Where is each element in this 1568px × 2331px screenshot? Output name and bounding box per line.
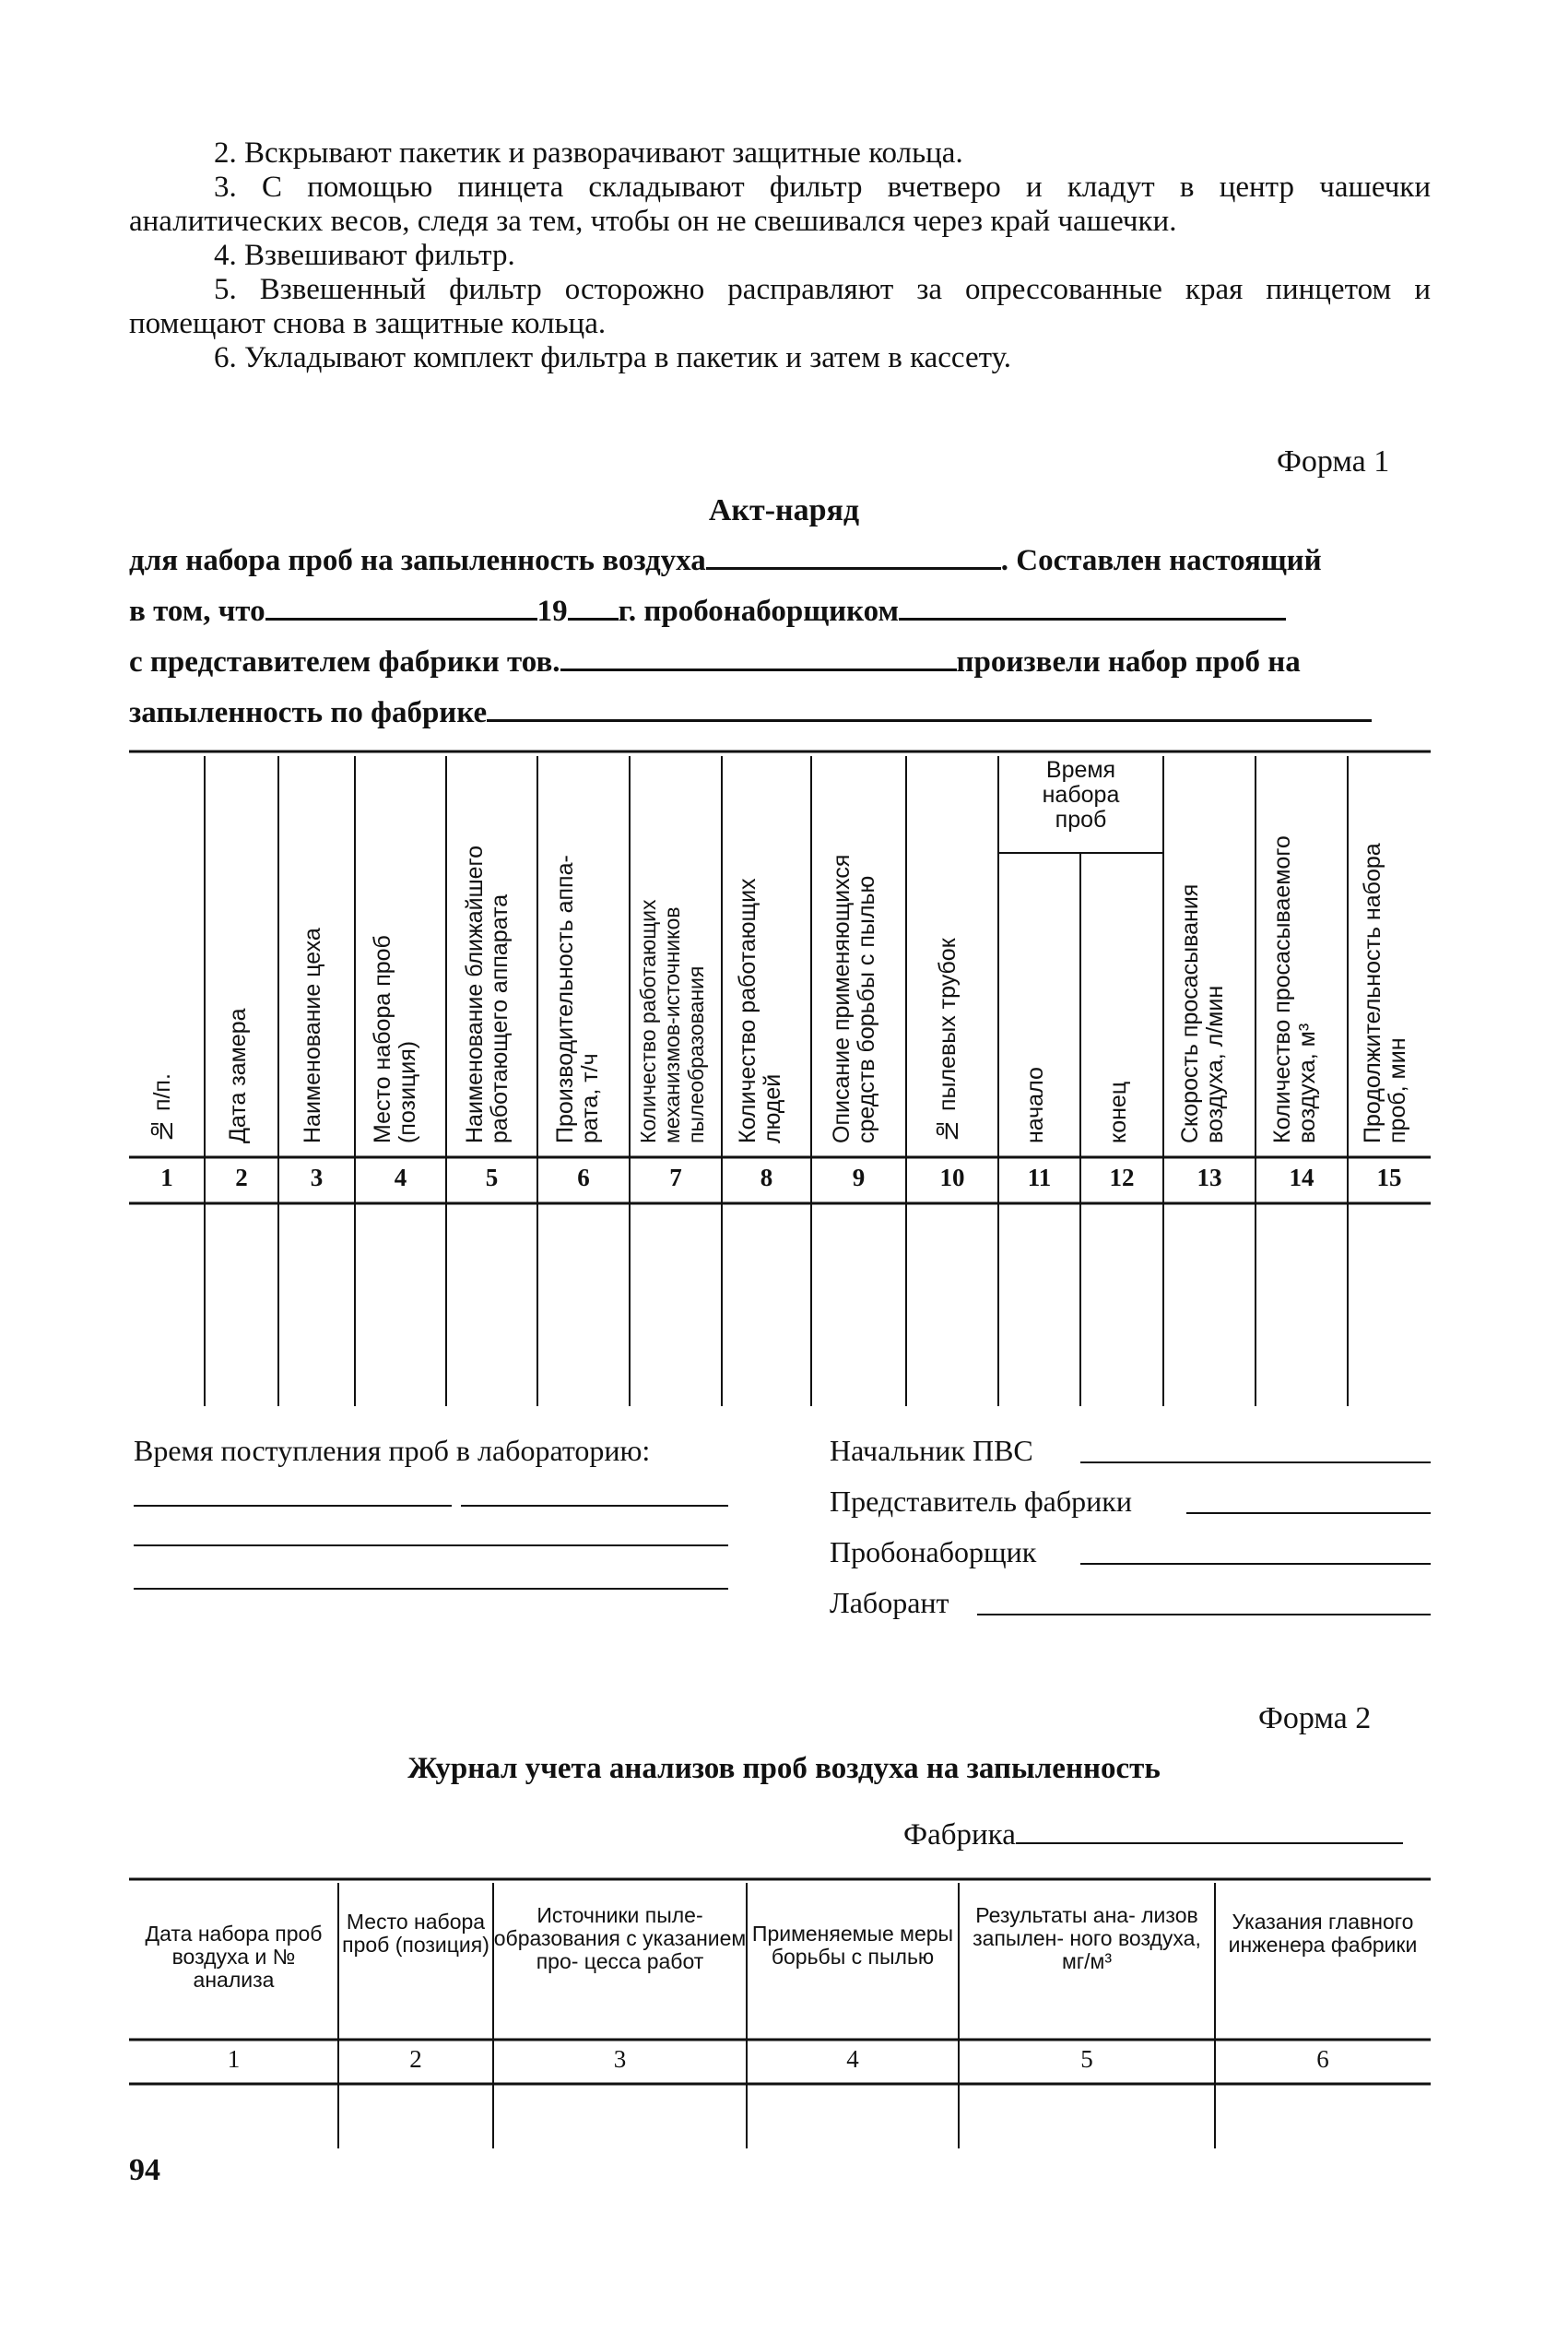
col-number-8: 8 [760, 1164, 773, 1191]
col-header-4: Место набора проб (позиция) [370, 935, 420, 1143]
page-number: 94 [129, 2153, 160, 2187]
step-4: 4. Взвешивают фильтр. [214, 239, 515, 272]
col-number-4: 4 [394, 1164, 407, 1191]
form2-col-number-3: 3 [613, 2045, 627, 2073]
col-header-13: Скорость просасывания воздуха, л/мин [1177, 883, 1228, 1143]
col-header-12: конец [1105, 1081, 1131, 1143]
form2-col-header-2: Место набора проб (позиция) [342, 1910, 489, 1957]
col-number-1: 1 [160, 1164, 173, 1191]
col-header-3: Наименование цеха [300, 928, 325, 1143]
step-2: 2. Вскрывают пакетик и разворачивают защитные кольца. [214, 136, 963, 170]
form1-line3-text-a: с представителем фабрики тов. [129, 645, 560, 679]
col-number-12: 12 [1109, 1164, 1135, 1191]
col-header-7: Количество работающих механизмов-источников пылеобразования [636, 899, 708, 1143]
form2-col-header-1: Дата набора проб воздуха и № анализа [145, 1922, 323, 1992]
col-group-sampling-time: Время набора проб [1042, 757, 1120, 833]
form1-line2-text-a: в том, что [129, 595, 265, 628]
col-header-2: Дата замера [225, 1008, 251, 1143]
col-number-3: 3 [310, 1164, 324, 1191]
form1-line2-text-c: г. пробонаборщиком [618, 595, 900, 628]
form2-col-number-1: 1 [227, 2045, 241, 2073]
form1-label: Форма 1 [1277, 444, 1390, 479]
col-number-7: 7 [669, 1164, 682, 1191]
signature-head-pvs: Начальник ПВС [830, 1434, 1033, 1467]
col-header-8: Количество работающих людей [735, 878, 785, 1143]
col-header-5: Наименование ближайшего работающего аппарата [462, 845, 513, 1143]
form1-line1-text-a: для набора проб на запыленность воздуха [129, 544, 706, 577]
signature-sampler: Пробонаборщик [830, 1535, 1037, 1568]
form2-title: Журнал учета анализов проб воздуха на запыленность [407, 1752, 1161, 1785]
col-number-9: 9 [852, 1164, 866, 1191]
form2-col-header-5: Результаты ана- лизов запылен- ного воздуха, мг/м³ [973, 1903, 1201, 1973]
col-number-13: 13 [1197, 1164, 1222, 1191]
form2-col-number-2: 2 [409, 2045, 422, 2073]
form2-col-header-4: Применяемые меры борьбы с пылью [751, 1922, 954, 1969]
form2-col-number-4: 4 [846, 2045, 859, 2073]
receipt-time-label: Время поступления проб в лабораторию: [134, 1434, 651, 1467]
col-header-11: начало [1022, 1067, 1048, 1143]
form1-title: Акт-наряд [708, 493, 860, 527]
col-number-2: 2 [235, 1164, 248, 1191]
form1-line4-text-a: запыленность по фабрике [129, 696, 488, 729]
step-5: 5. Взвешенный фильтр осторожно расправляют за опрессованные края пинцетом и помещают снова в защитные кольца. [129, 273, 1431, 340]
form2-col-number-6: 6 [1316, 2045, 1329, 2073]
col-header-15: Продолжительность набора проб, мин [1360, 843, 1410, 1143]
form1-line1-text-b: . Составлен настоящий [1000, 544, 1322, 577]
col-header-14: Количество просасываемого воздуха, м³ [1269, 835, 1320, 1143]
col-number-15: 15 [1376, 1164, 1402, 1191]
col-header-6: Производительность аппа- рата, т/ч [552, 855, 603, 1143]
signature-lab-assistant: Лаборант [830, 1586, 949, 1619]
form2-label: Форма 2 [1258, 1701, 1372, 1735]
col-header-10: № пылевых трубок [935, 938, 961, 1143]
col-number-14: 14 [1289, 1164, 1315, 1191]
step-3: 3. С помощью пинцета складывают фильтр вчетверо и кладут в центр чашечки аналитических весов, следя за тем, чтобы он не свешивался через край чашечки. [129, 171, 1431, 238]
signature-factory-rep: Представитель фабрики [830, 1485, 1132, 1518]
col-header-1: № п/п. [149, 1073, 175, 1143]
step-6: 6. Укладывают комплект фильтра в пакетик и затем в кассету. [214, 341, 1012, 374]
form2-col-header-3: Источники пыле- образования с указанием про- цесса работ [493, 1903, 747, 1973]
form1-line2-year: 19 [536, 595, 568, 628]
col-number-5: 5 [485, 1164, 499, 1191]
form2-col-header-6: Указания главного инженера фабрики [1228, 1910, 1418, 1957]
form2-factory-label: Фабрика [903, 1818, 1016, 1852]
form2-col-number-5: 5 [1080, 2045, 1093, 2073]
col-number-6: 6 [577, 1164, 590, 1191]
col-header-9: Описание применяющихся средств борьбы с пылью [829, 854, 879, 1143]
col-number-10: 10 [939, 1164, 965, 1191]
form1-line3-text-b: произвели набор проб на [956, 645, 1301, 679]
col-number-11: 11 [1027, 1164, 1052, 1191]
